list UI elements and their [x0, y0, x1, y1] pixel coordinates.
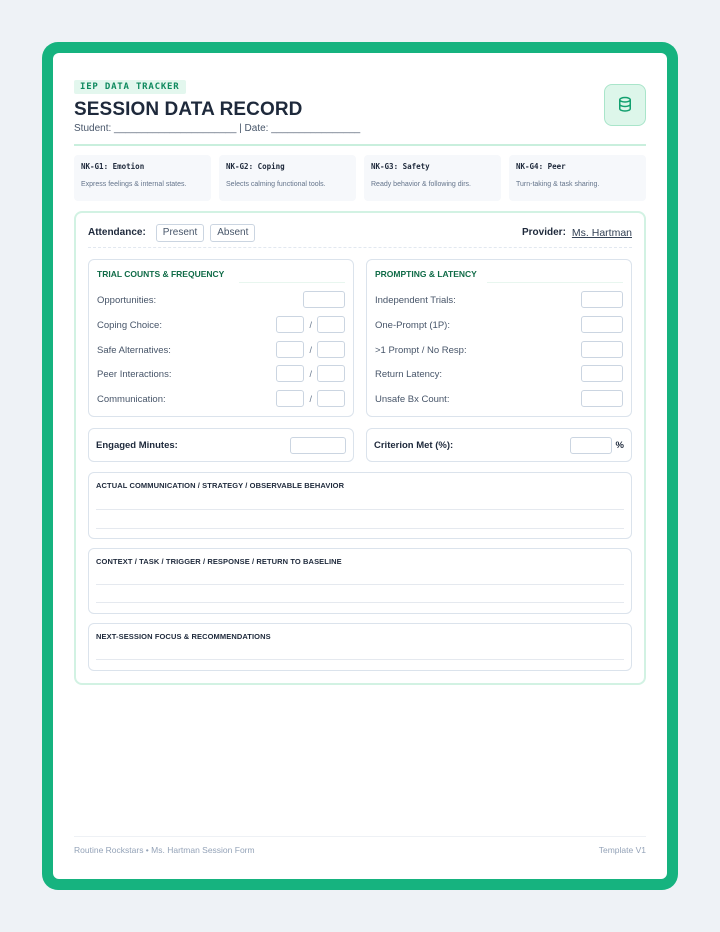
writing-line [96, 602, 624, 603]
writing-line [96, 659, 624, 660]
goal-description: Ready behavior & following dirs. [371, 181, 471, 188]
goal-code: NK-G3: Safety [371, 162, 430, 171]
trial-counts-card [88, 259, 354, 417]
student-date-line: Student: ______________________ | Date: ________________ [74, 123, 361, 134]
note-heading: ACTUAL COMMUNICATION / STRATEGY / OBSERVABLE BEHAVIOR [96, 481, 345, 490]
attendance-row [88, 222, 632, 248]
absent-option[interactable]: Absent [210, 224, 255, 242]
count-input[interactable] [581, 341, 623, 358]
present-option[interactable]: Present [156, 224, 204, 242]
table-row [375, 365, 623, 383]
tracker-badge: IEP DATA TRACKER [74, 80, 186, 94]
ratio-pair [276, 341, 345, 358]
row-label: Coping Choice: [97, 319, 162, 331]
recommendations-notes[interactable] [88, 623, 632, 671]
ratio-pair [276, 390, 345, 407]
goal-description: Selects calming functional tools. [226, 181, 326, 188]
footer-credit: Routine Rockstars • Ms. Hartman Session Form [74, 845, 255, 855]
row-label: Safe Alternatives: [97, 344, 171, 356]
goal-card [74, 155, 211, 201]
goal-card [509, 155, 646, 201]
row-label: Peer Interactions: [97, 368, 172, 380]
header-divider [74, 144, 646, 146]
count-input[interactable] [581, 390, 623, 407]
ratio-pair [276, 365, 345, 382]
slash-separator: / [309, 344, 312, 355]
engaged-minutes-input[interactable] [290, 437, 346, 454]
count-input[interactable] [581, 291, 623, 308]
table-row [375, 341, 623, 359]
goal-card [219, 155, 356, 201]
percent-unit: % [615, 439, 624, 451]
engaged-minutes-label: Engaged Minutes: [96, 439, 178, 451]
footer-divider [74, 836, 646, 837]
numerator-input[interactable] [276, 390, 304, 407]
numerator-input[interactable] [276, 341, 304, 358]
heading-rule [487, 282, 623, 283]
table-row [97, 316, 345, 334]
slash-separator: / [309, 368, 312, 379]
row-label: Communication: [97, 393, 166, 405]
criterion-label: Criterion Met (%): [374, 439, 454, 451]
table-row [97, 390, 345, 408]
writing-line [96, 584, 624, 585]
denominator-input[interactable] [317, 341, 345, 358]
behavior-notes[interactable] [88, 472, 632, 539]
writing-line [96, 528, 624, 529]
slash-separator: / [309, 393, 312, 404]
goal-description: Express feelings & internal states. [81, 181, 187, 188]
slash-separator: / [309, 319, 312, 330]
context-notes[interactable] [88, 548, 632, 614]
table-row [97, 341, 345, 359]
prompting-heading: PROMPTING & LATENCY [375, 269, 477, 279]
trial-counts-heading: TRIAL COUNTS & FREQUENCY [97, 269, 225, 279]
criterion-field [366, 428, 632, 462]
engaged-minutes-field [88, 428, 354, 462]
template-version: Template V1 [598, 845, 646, 855]
attendance-label: Attendance: [88, 227, 146, 238]
row-label: Opportunities: [97, 294, 157, 306]
count-input[interactable] [581, 365, 623, 382]
row-label: >1 Prompt / No Resp: [375, 344, 467, 356]
session-sheet [74, 211, 646, 685]
denominator-input[interactable] [317, 316, 345, 333]
table-row [375, 316, 623, 334]
row-label: Unsafe Bx Count: [375, 393, 450, 405]
numerator-input[interactable] [276, 365, 304, 382]
heading-rule [239, 282, 345, 283]
table-row [375, 390, 623, 408]
table-row [97, 291, 345, 309]
provider-field [522, 227, 632, 239]
denominator-input[interactable] [317, 390, 345, 407]
page-frame [42, 42, 678, 890]
table-row [97, 365, 345, 383]
ratio-pair [276, 316, 345, 333]
writing-line [96, 509, 624, 510]
numerator-input[interactable] [276, 316, 304, 333]
table-row [375, 291, 623, 309]
provider-name[interactable]: Ms. Hartman [571, 226, 632, 239]
row-label: Independent Trials: [375, 294, 456, 306]
note-heading: NEXT-SESSION FOCUS & RECOMMENDATIONS [96, 632, 271, 641]
goal-code: NK-G2: Coping [226, 162, 285, 171]
page-title: SESSION DATA RECORD [74, 99, 303, 120]
goal-code: NK-G4: Peer [516, 162, 566, 171]
database-icon [604, 84, 646, 126]
count-input[interactable] [581, 316, 623, 333]
denominator-input[interactable] [317, 365, 345, 382]
provider-label: Provider: [522, 227, 566, 238]
goal-description: Turn-taking & task sharing. [516, 181, 600, 188]
row-label: One-Prompt (1P): [375, 319, 450, 331]
opportunities-input[interactable] [303, 291, 345, 308]
criterion-input[interactable] [570, 437, 612, 454]
note-heading: CONTEXT / TASK / TRIGGER / RESPONSE / RETURN TO BASELINE [96, 557, 342, 566]
goal-code: NK-G1: Emotion [81, 162, 145, 171]
goal-list [74, 155, 646, 201]
row-label: Return Latency: [375, 368, 443, 380]
prompting-card [366, 259, 632, 417]
goal-card [364, 155, 501, 201]
form-paper [53, 53, 667, 879]
